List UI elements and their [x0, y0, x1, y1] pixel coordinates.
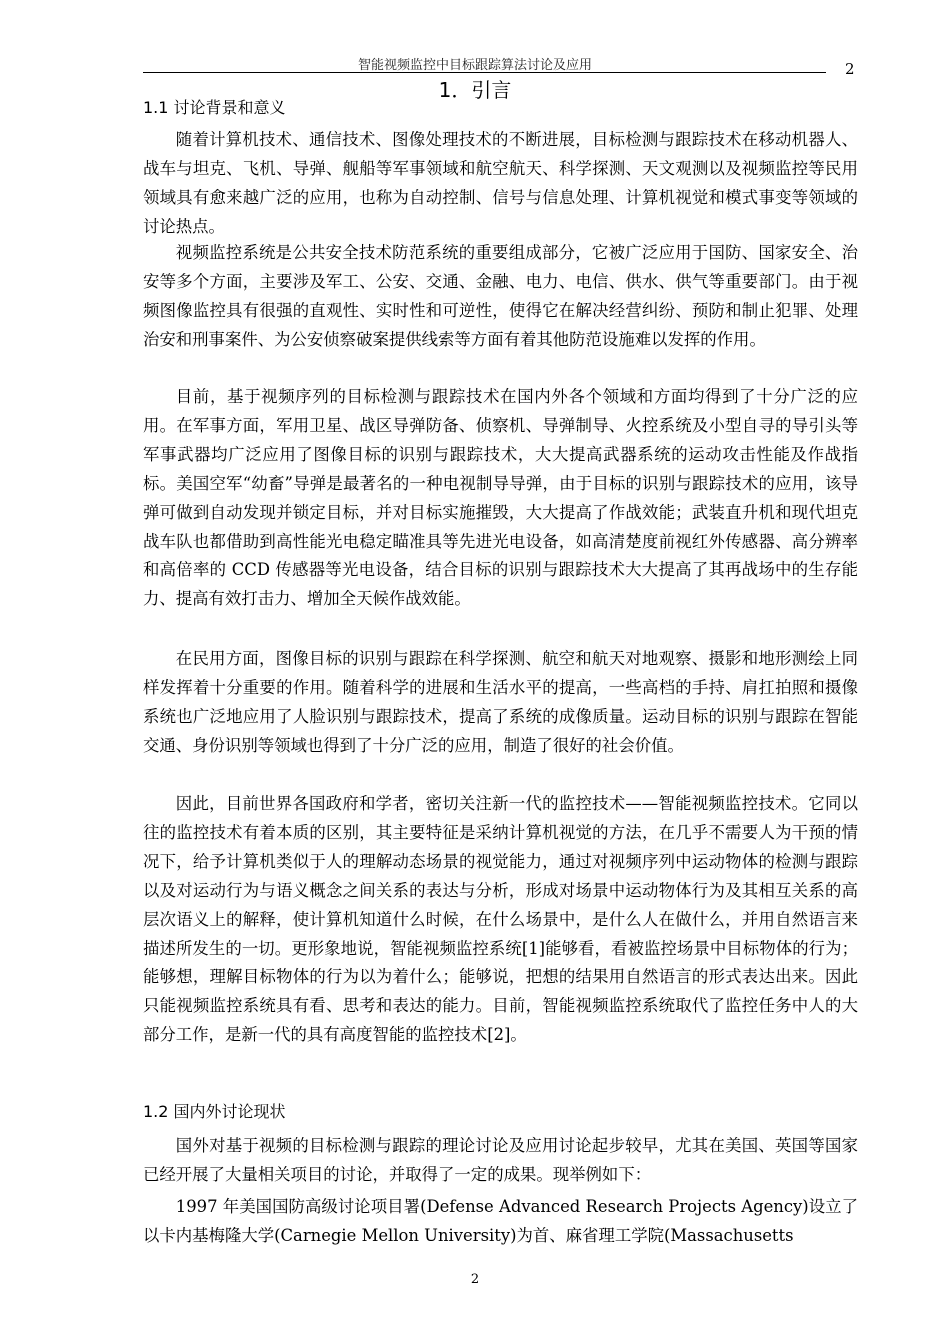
- paragraph: 目前，基于视频序列的目标检测与跟踪技术在国内外各个领域和方面均得到了十分广泛的应用。在军事方面，军用卫星、战区导弹防备、侦察机、导弹制导、火控系统及小型自寻的导引头等军事武器均广泛应用了图像目标的识别与跟踪技术，大大提高武器系统的运动攻击性能及作战指标。美国空军“幼畜”导弹是最著名的一种电视制导导弹，由于目标的识别与跟踪技术的应用，该导弹可做到自动发现并锁定目标，并对目标实施摧毁，大大提高了作战效能；武装直升机和现代坦克战车队也都借助到高性能光电稳定瞄准具等先进光电设备，如高清楚度前视红外传感器、高分辨率和高倍率的 CCD 传感器等光电设备，结合目标的识别与跟踪技术大大提高了其再战场中的生存能力、提高有效打击力、增加全天候作战效能。: [143, 387, 858, 609]
- paragraph: 1997 年美国国防高级讨论项目署(Defense Advanced Research Projects Agency)设立了以卡内基梅隆大学(Carnegie Mellon University)为首、麻省理工学院(Massachusetts: [143, 1197, 858, 1245]
- page-header-title: 智能视频监控中目标跟踪算法讨论及应用: [357, 58, 592, 73]
- paragraph: 国外对基于视频的目标检测与跟踪的理论讨论及应用讨论起步较早，尤其在美国、英国等国家已经开展了大量相关项目的讨论，并取得了一定的成果。现举例如下：: [143, 1136, 858, 1184]
- footer-page-number: 2: [470, 1272, 480, 1287]
- section-heading: 1.2 国内外讨论现状: [143, 1102, 286, 1121]
- header-rule: [143, 72, 826, 73]
- page-header-number: 2: [845, 60, 855, 78]
- paragraph: 随着计算机技术、通信技术、图像处理技术的不断进展，目标检测与跟踪技术在移动机器人、战车与坦克、飞机、导弹、舰船等军事领域和航空航天、科学探测、天文观测以及视频监控等民用领域具有愈来越广泛的应用，也称为自动控制、信号与信息处理、计算机视觉和模式事变等领域的讨论热点。: [143, 130, 858, 236]
- chapter-title: 1．引言: [438, 78, 512, 102]
- paragraph: 视频监控系统是公共安全技术防范系统的重要组成部分，它被广泛应用于国防、国家安全、治安等多个方面，主要涉及军工、公安、交通、金融、电力、电信、供水、供气等重要部门。由于视频图像监控具有很强的直观性、实时性和可逆性，使得它在解决经营纠纷、预防和制止犯罪、处理治安和刑事案件、为公安侦察破案提供线索等方面有着其他防范设施难以发挥的作用。: [143, 243, 858, 349]
- section-heading: 1.1 讨论背景和意义: [143, 98, 286, 117]
- paragraph: 因此，目前世界各国政府和学者，密切关注新一代的监控技术——智能视频监控技术。它同以往的监控技术有着本质的区别，其主要特征是采纳计算机视觉的方法，在几乎不需要人为干预的情况下，给予计算机类似于人的理解动态场景的视觉能力，通过对视频序列中运动物体的检测与跟踪以及对运动行为与语义概念之间关系的表达与分析，形成对场景中运动物体行为及其相互关系的高层次语义上的解释，使计算机知道什么时候，在什么场景中，是什么人在做什么，并用自然语言来描述所发生的一切。更形象地说，智能视频监控系统[1]能够看，看被监控场景中目标物体的行为；能够想，理解目标物体的行为以为着什么；能够说，把想的结果用自然语言的形式表达出来。因此只能视频监控系统具有看、思考和表达的能力。目前，智能视频监控系统取代了监控任务中人的大部分工作，是新一代的具有高度智能的监控技术[2]。: [143, 794, 858, 1045]
- paragraph: 在民用方面，图像目标的识别与跟踪在科学探测、航空和航天对地观察、摄影和地形测绘上同样发挥着十分重要的作用。随着科学的进展和生活水平的提高，一些高档的手持、肩扛拍照和摄像系统也广泛地应用了人脸识别与跟踪技术，提高了系统的成像质量。运动目标的识别与跟踪在智能交通、身份识别等领域也得到了十分广泛的应用，制造了很好的社会价值。: [143, 649, 858, 755]
